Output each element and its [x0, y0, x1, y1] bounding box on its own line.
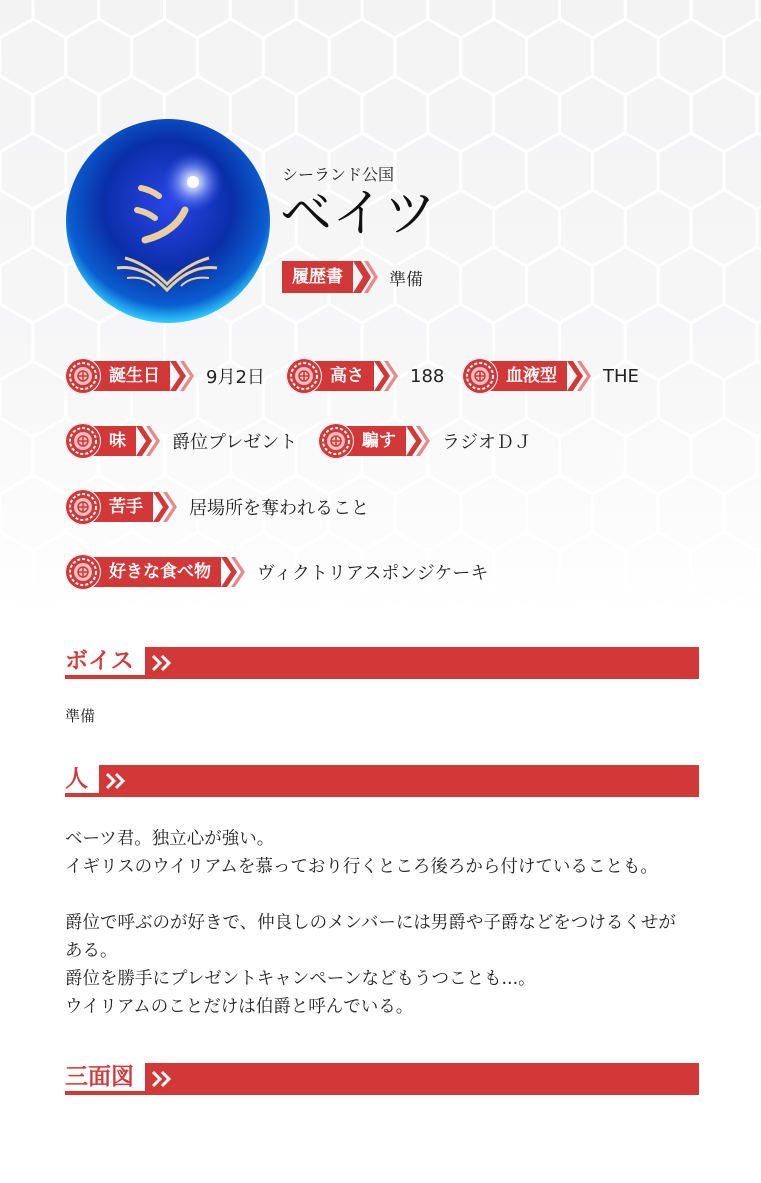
person-text	[65, 825, 705, 1021]
character-name: ベイツ	[280, 184, 437, 244]
voice-title: ボイス	[65, 645, 142, 675]
taste-value: 爵位プレゼント	[172, 432, 298, 453]
voice-section-header	[65, 645, 699, 679]
food-value: ヴィクトリアスポンジケーキ	[257, 563, 489, 584]
person-line: ウイリアムのことだけは伯爵と呼んでいる。	[65, 997, 414, 1017]
info-food	[65, 554, 488, 590]
height-label: 高さ	[308, 361, 374, 391]
food-label: 好きな食べ物	[87, 557, 221, 587]
crest-icon	[286, 358, 322, 394]
crest-icon	[65, 554, 101, 590]
blood-value: THE	[603, 365, 639, 387]
voice-text: 準備	[65, 707, 96, 725]
double-chevron-icon	[170, 361, 196, 391]
crest-icon	[462, 358, 498, 394]
info-taste	[65, 423, 297, 459]
views-section-header	[65, 1061, 699, 1095]
info-height	[286, 358, 444, 394]
deceive-value: ラジオＤＪ	[442, 432, 532, 453]
resume-row	[282, 261, 423, 293]
info-blood	[462, 358, 639, 394]
taste-label: 味	[87, 426, 136, 456]
double-chevron-icon	[374, 361, 400, 391]
section-band	[145, 1063, 699, 1095]
deceive-label: 騙す	[340, 426, 406, 456]
double-chevron-icon	[221, 557, 247, 587]
person-line: 爵位を勝手にプレゼントキャンペーンなどもうつことも...。	[65, 969, 536, 989]
resume-label: 履歴書	[292, 267, 343, 287]
views-title: 三面図	[65, 1061, 142, 1091]
birthday-value: 9月2日	[206, 367, 265, 388]
crest-icon	[318, 423, 354, 459]
crest-icon	[65, 489, 101, 525]
blood-label: 血液型	[484, 361, 567, 391]
double-chevron-icon	[136, 426, 162, 456]
double-chevron-icon	[105, 772, 129, 790]
person-line: イギリスのウイリアムを慕っており行くところ後ろから付けていることも。	[65, 857, 658, 877]
weak-value: 居場所を奪われること	[189, 498, 369, 519]
double-chevron-icon	[151, 654, 175, 672]
person-title: 人	[65, 763, 96, 793]
section-band	[99, 765, 699, 797]
resume-tag	[282, 261, 353, 293]
country-label: シーランド公国	[282, 165, 395, 184]
double-chevron-icon	[353, 261, 379, 293]
weak-label: 苦手	[87, 492, 153, 522]
birthday-label: 誕生日	[87, 361, 170, 391]
person-line: ある。	[65, 941, 118, 961]
person-line: ベーツ君。独立心が強い。	[65, 829, 275, 849]
person-line: 爵位で呼ぶのが好きで、仲良しのメンバーには男爵や子爵などをつけるくせが	[65, 913, 676, 933]
double-chevron-icon	[567, 361, 593, 391]
info-deceive	[318, 423, 532, 459]
person-section-header	[65, 763, 699, 797]
character-emblem	[65, 118, 271, 324]
crest-icon	[65, 423, 101, 459]
section-band	[145, 647, 699, 679]
resume-value: 準備	[389, 269, 423, 290]
crest-icon	[65, 358, 101, 394]
double-chevron-icon	[406, 426, 432, 456]
double-chevron-icon	[153, 492, 179, 522]
info-weak	[65, 489, 369, 525]
height-value: 188	[410, 365, 445, 387]
info-birthday	[65, 358, 265, 394]
double-chevron-icon	[151, 1070, 175, 1088]
